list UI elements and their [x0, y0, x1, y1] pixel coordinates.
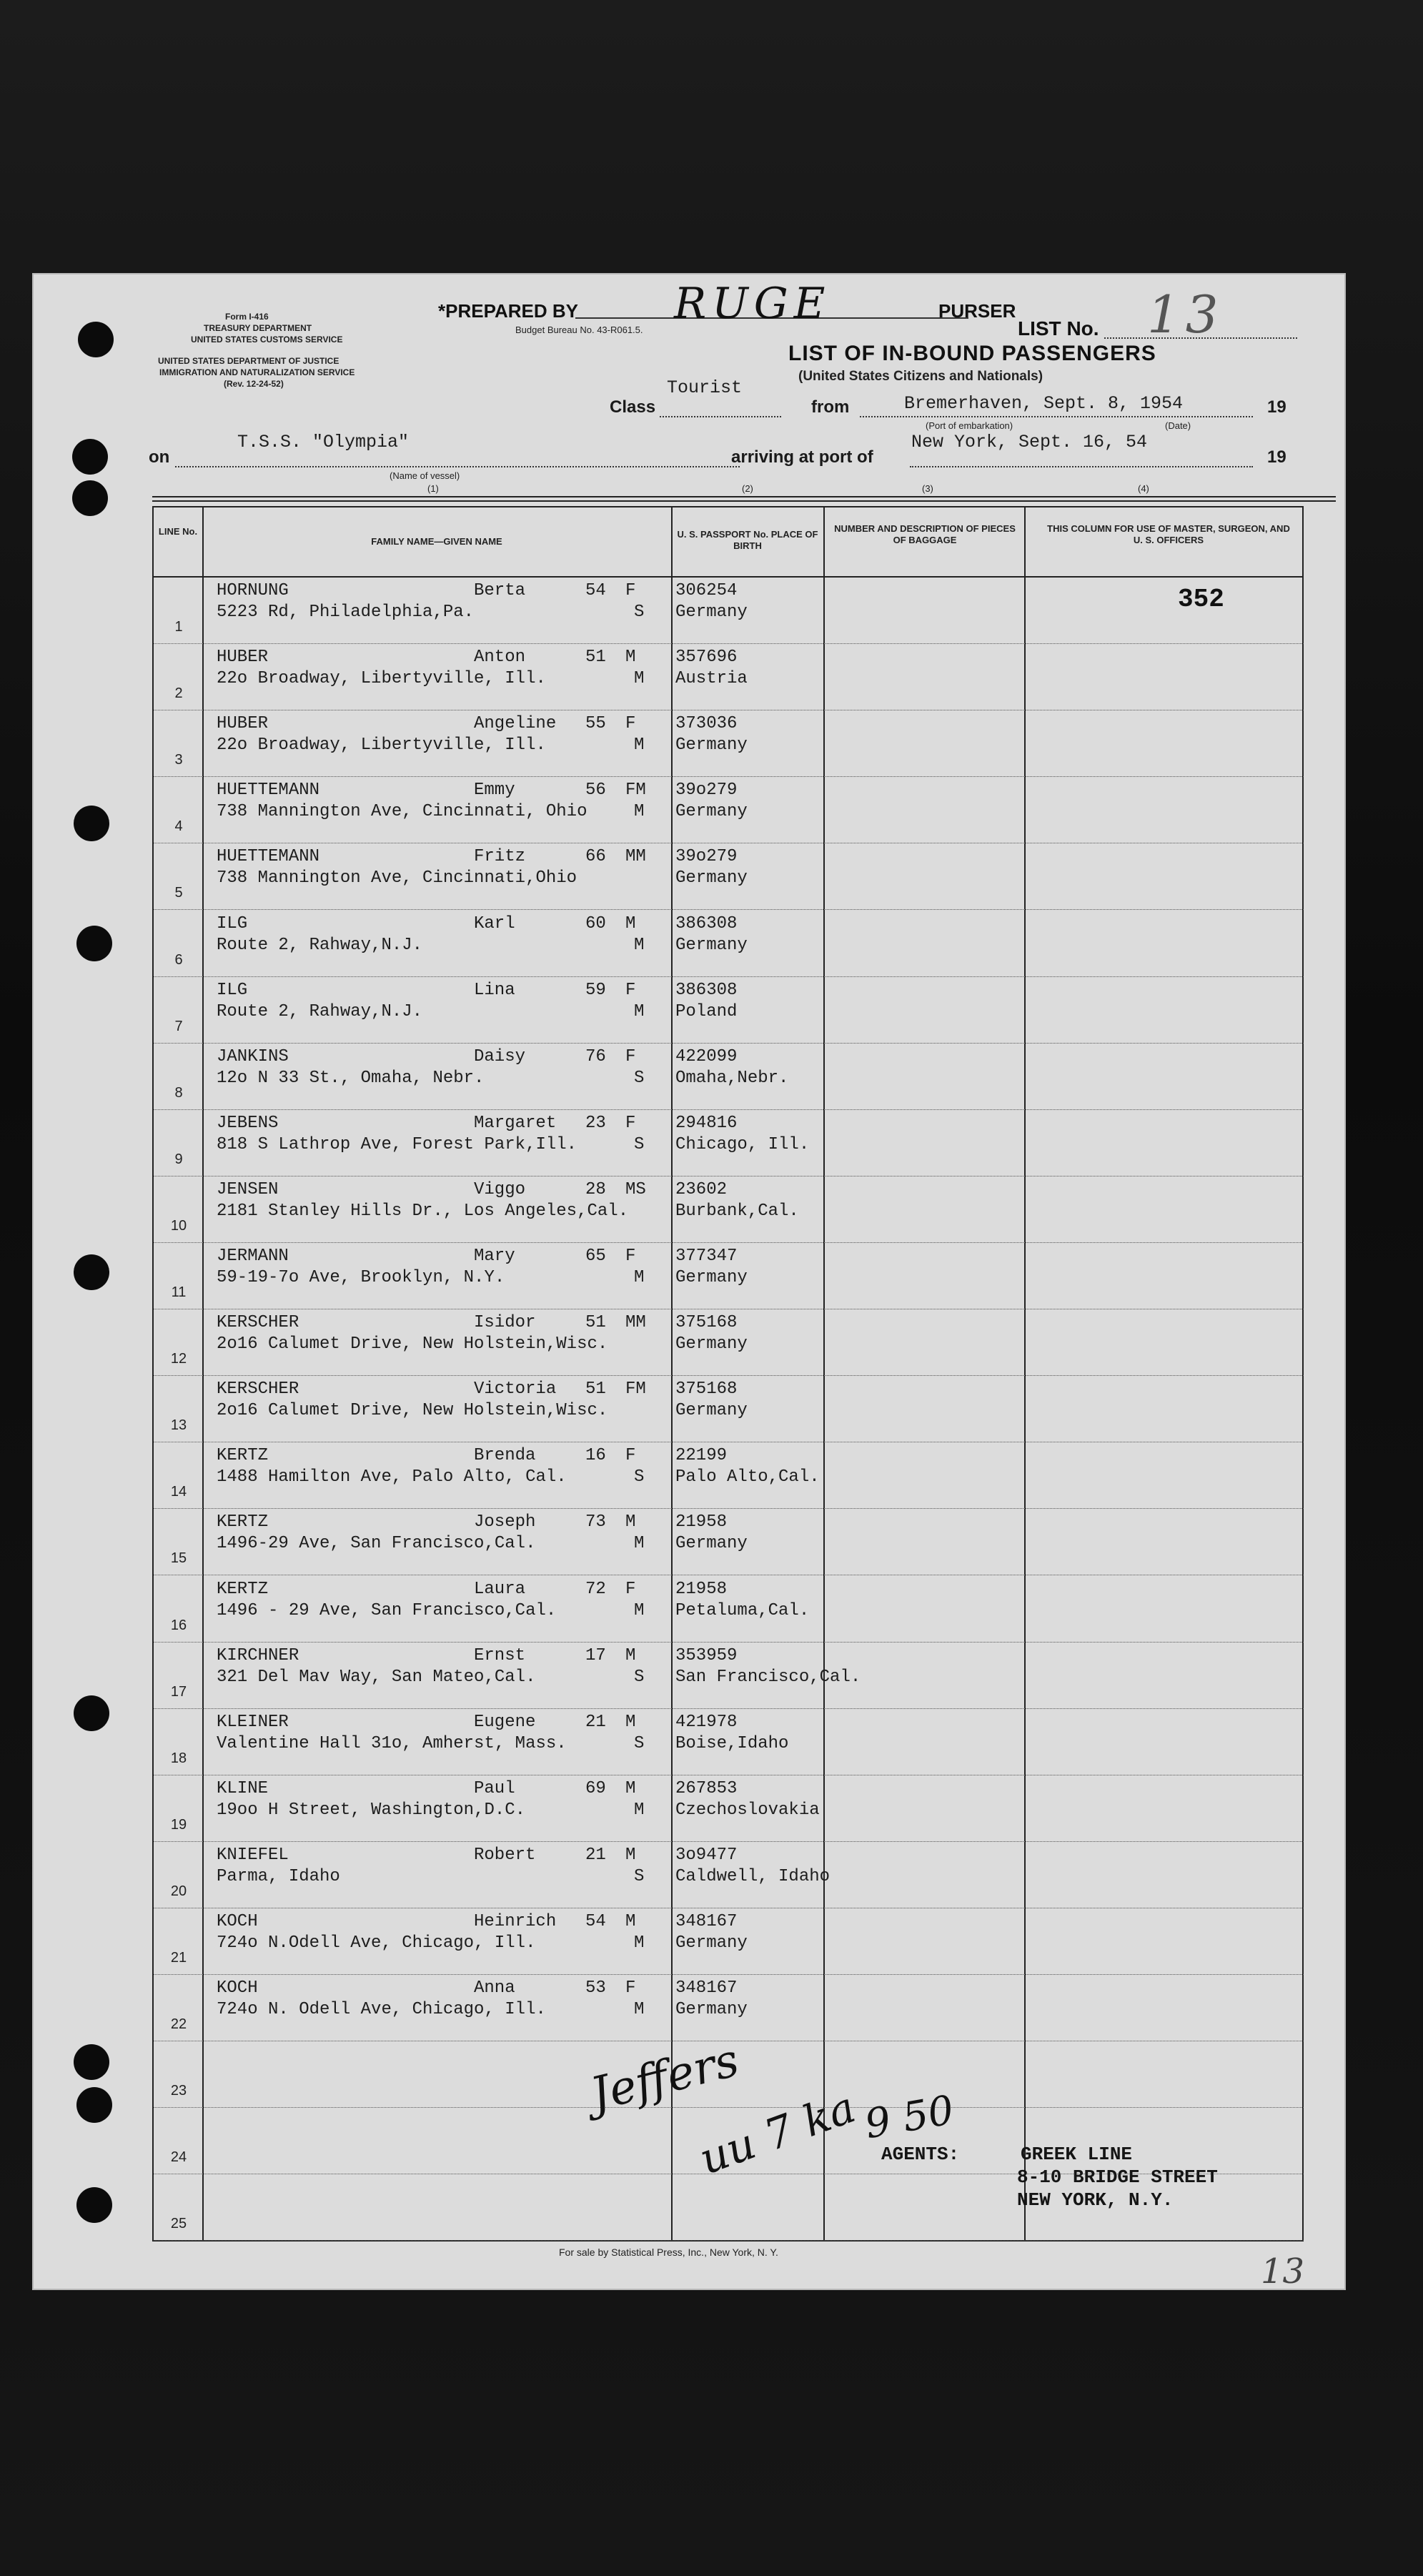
- age: 69: [585, 1778, 606, 1798]
- line-number: 13: [170, 1417, 187, 1434]
- age: 21: [585, 1845, 606, 1865]
- passport-number: 348167: [675, 1912, 738, 1931]
- family-name: KERSCHER: [217, 1313, 299, 1333]
- table-row: [154, 1376, 1304, 1442]
- passport-number: 267853: [675, 1778, 738, 1798]
- line-number: 2: [174, 685, 183, 702]
- family-name: JENSEN: [217, 1179, 279, 1199]
- header-rule: [152, 496, 1336, 502]
- line-number: 7: [174, 1018, 183, 1034]
- table-row: [154, 911, 1304, 977]
- given-name: Brenda: [474, 1446, 536, 1466]
- birthplace: Caldwell, Idaho: [675, 1866, 831, 1886]
- sex: MM: [625, 1313, 646, 1333]
- table-row: [154, 1908, 1304, 1975]
- passport-number: 377347: [675, 1247, 738, 1266]
- passport-number: 421978: [675, 1712, 738, 1732]
- marital-status: S: [634, 1667, 645, 1687]
- address: Route 2, Rahway,N.J.: [217, 1001, 423, 1021]
- vessel-caption: (Name of vessel): [390, 470, 460, 481]
- line-number: 8: [174, 1084, 183, 1101]
- table-row: [154, 977, 1304, 1044]
- punch-hole: [76, 926, 112, 961]
- passport-number: 23602: [675, 1179, 728, 1199]
- line-number: 17: [170, 1683, 187, 1700]
- passport-number: 373036: [675, 714, 738, 734]
- sex: FM: [625, 781, 646, 801]
- address: 1496-29 Ave, San Francisco,Cal.: [217, 1534, 536, 1554]
- port-embark-caption: (Port of embarkation): [926, 420, 1013, 431]
- birthplace: Palo Alto,Cal.: [675, 1467, 820, 1487]
- address: Route 2, Rahway,N.J.: [217, 935, 423, 955]
- prepared-by-label: *PREPARED BY: [438, 300, 579, 322]
- marital-status: S: [634, 1068, 645, 1088]
- given-name: Robert: [474, 1845, 536, 1865]
- address: Parma, Idaho: [217, 1866, 340, 1886]
- marital-status: M: [634, 802, 645, 822]
- family-name: KOCH: [217, 1978, 258, 1998]
- punch-hole: [74, 1695, 109, 1731]
- birthplace: Germany: [675, 802, 748, 822]
- page-subtitle: (United States Citizens and Nationals): [798, 369, 1043, 384]
- given-name: Karl: [474, 913, 515, 933]
- birthplace: Chicago, Ill.: [675, 1134, 810, 1154]
- family-name: ILG: [217, 980, 248, 1000]
- age: 59: [585, 980, 606, 1000]
- line-number: 24: [170, 2149, 187, 2166]
- col-number-3: (3): [922, 483, 933, 494]
- sex: M: [625, 1512, 636, 1532]
- customs-service: UNITED STATES CUSTOMS SERVICE: [191, 335, 343, 345]
- justice-dept: UNITED STATES DEPARTMENT OF JUSTICE: [158, 356, 339, 366]
- passport-number: 375168: [675, 1313, 738, 1333]
- address: 5223 Rd, Philadelphia,Pa.: [217, 603, 475, 622]
- class-label: Class: [610, 397, 656, 417]
- birthplace: Poland: [675, 1001, 738, 1021]
- age: 51: [585, 1313, 606, 1333]
- marital-status: M: [634, 1268, 645, 1287]
- line-number: 18: [170, 1750, 187, 1766]
- class-value: Tourist: [667, 377, 743, 398]
- marital-status: M: [634, 1933, 645, 1953]
- birthplace: Germany: [675, 735, 748, 756]
- age: 65: [585, 1247, 606, 1266]
- sex: F: [625, 1978, 636, 1998]
- line-number: 12: [170, 1351, 187, 1367]
- sex: M: [625, 1912, 636, 1931]
- passport-number: 353959: [675, 1645, 738, 1665]
- col-header-name: FAMILY NAME—GIVEN NAME: [371, 536, 502, 547]
- given-name: Daisy: [474, 1046, 526, 1066]
- age: 73: [585, 1512, 606, 1532]
- age: 51: [585, 1379, 606, 1400]
- given-name: Ernst: [474, 1645, 526, 1665]
- address: 738 Mannington Ave, Cincinnati,Ohio: [217, 868, 577, 888]
- passport-number: 422099: [675, 1046, 738, 1066]
- sex: MS: [625, 1179, 646, 1199]
- table-row: [154, 1243, 1304, 1309]
- given-name: Victoria: [474, 1379, 557, 1400]
- ins: IMMIGRATION AND NATURALIZATION SERVICE: [159, 367, 355, 377]
- from-year-label: 19: [1267, 397, 1286, 417]
- age: 60: [585, 913, 606, 933]
- given-name: Paul: [474, 1778, 515, 1798]
- line-number: 9: [174, 1151, 183, 1167]
- table-row: [154, 1842, 1304, 1908]
- passport-number: 375168: [675, 1379, 738, 1400]
- given-name: Eugene: [474, 1712, 536, 1732]
- birthplace: San Francisco,Cal.: [675, 1667, 861, 1687]
- line-number: 16: [170, 1617, 187, 1633]
- list-no-value: 13: [1147, 284, 1224, 345]
- agents-label: AGENTS:: [881, 2144, 960, 2165]
- punch-hole: [72, 439, 108, 475]
- sex: FM: [625, 1379, 646, 1400]
- arriving-underline: [910, 466, 1253, 467]
- marital-status: S: [634, 1134, 645, 1154]
- birthplace: Germany: [675, 2000, 748, 2020]
- punch-hole: [74, 2044, 109, 2080]
- arriving-value: New York, Sept. 16, 54: [911, 432, 1148, 452]
- line-number: 14: [170, 1484, 187, 1500]
- table-row: [154, 1176, 1304, 1243]
- sex: F: [625, 1046, 636, 1066]
- from-value: Bremerhaven, Sept. 8, 1954: [904, 393, 1184, 414]
- table-row: [154, 1709, 1304, 1775]
- marital-status: M: [634, 1800, 645, 1820]
- marital-status: S: [634, 603, 645, 622]
- vessel-value: T.S.S. "Olympia": [237, 432, 410, 452]
- given-name: Berta: [474, 581, 526, 600]
- age: 72: [585, 1579, 606, 1599]
- table-row: [154, 710, 1304, 777]
- given-name: Anna: [474, 1978, 515, 1998]
- age: 56: [585, 781, 606, 801]
- age: 54: [585, 1912, 606, 1931]
- revision: (Rev. 12-24-52): [224, 379, 284, 389]
- marital-status: S: [634, 1467, 645, 1487]
- sex: M: [625, 1845, 636, 1865]
- sex: F: [625, 1579, 636, 1599]
- page-title: LIST OF IN-BOUND PASSENGERS: [788, 342, 1156, 365]
- age: 28: [585, 1179, 606, 1199]
- table-row: [154, 1643, 1304, 1709]
- col-header-official: THIS COLUMN FOR USE OF MASTER, SURGEON, AND U. S. OFFICERS: [1047, 523, 1290, 545]
- passport-number: 39o279: [675, 781, 738, 801]
- sex: F: [625, 581, 636, 600]
- table-row: [154, 1309, 1304, 1376]
- given-name: Laura: [474, 1579, 526, 1599]
- birthplace: Burbank,Cal.: [675, 1201, 799, 1221]
- punch-hole: [74, 806, 109, 841]
- footer-printer: For sale by Statistical Press, Inc., New York, N. Y.: [559, 2246, 778, 2258]
- passport-number: 3o9477: [675, 1845, 738, 1865]
- list-no-label: LIST No.: [1018, 317, 1099, 340]
- family-name: KOCH: [217, 1912, 258, 1931]
- family-name: KIRCHNER: [217, 1645, 299, 1665]
- col-header-baggage: NUMBER AND DESCRIPTION OF PIECES OF BAGGAGE: [834, 523, 1016, 545]
- from-underline: [860, 416, 1253, 417]
- table-row: [154, 843, 1304, 910]
- date-caption: (Date): [1165, 420, 1191, 431]
- birthplace: Germany: [675, 1534, 748, 1554]
- birthplace: Germany: [675, 1933, 748, 1953]
- age: 21: [585, 1712, 606, 1732]
- passport-number: 294816: [675, 1113, 738, 1133]
- given-name: Isidor: [474, 1313, 536, 1333]
- col-header-passport: U. S. PASSPORT No. PLACE OF BIRTH: [677, 529, 818, 551]
- family-name: HUETTEMANN: [217, 847, 320, 867]
- family-name: KERSCHER: [217, 1379, 299, 1400]
- passport-number: 348167: [675, 1978, 738, 1998]
- line-number: 23: [170, 2083, 187, 2099]
- family-name: KLEINER: [217, 1712, 289, 1732]
- line-number: 22: [170, 2016, 187, 2033]
- birthplace: Austria: [675, 669, 748, 689]
- age: 16: [585, 1446, 606, 1466]
- marital-status: S: [634, 1866, 645, 1886]
- official-mark: 9 50: [861, 2086, 958, 2149]
- given-name: Emmy: [474, 781, 515, 801]
- birthplace: Germany: [675, 603, 748, 622]
- address: 2181 Stanley Hills Dr., Los Angeles,Cal.: [217, 1201, 629, 1221]
- sex: F: [625, 980, 636, 1000]
- from-label: from: [811, 397, 850, 417]
- age: 54: [585, 581, 606, 600]
- birthplace: Petaluma,Cal.: [675, 1600, 810, 1620]
- passport-number: 39o279: [675, 847, 738, 867]
- form-number: Form I-416: [225, 312, 269, 322]
- col-header-line-no: LINE No.: [158, 526, 198, 537]
- marital-status: S: [634, 1733, 645, 1753]
- birthplace: Omaha,Nebr.: [675, 1068, 789, 1088]
- passport-number: 386308: [675, 913, 738, 933]
- age: 55: [585, 714, 606, 734]
- address: 1496 - 29 Ave, San Francisco,Cal.: [217, 1600, 557, 1620]
- table-row: [154, 644, 1304, 710]
- passport-number: 21958: [675, 1579, 728, 1599]
- purser-label: PURSER: [938, 300, 1016, 322]
- table-row: [154, 1975, 1304, 2041]
- passport-number: 306254: [675, 581, 738, 600]
- line-number: 20: [170, 1883, 187, 1899]
- age: 17: [585, 1645, 606, 1665]
- address: 1488 Hamilton Ave, Palo Alto, Cal.: [217, 1467, 567, 1487]
- address: 2o16 Calumet Drive, New Holstein,Wisc.: [217, 1401, 608, 1421]
- line-number: 10: [170, 1217, 187, 1234]
- treasury-dept: TREASURY DEPARTMENT: [204, 323, 312, 333]
- sex: F: [625, 714, 636, 734]
- line-number: 19: [170, 1816, 187, 1833]
- marital-status: M: [634, 735, 645, 756]
- birthplace: Boise,Idaho: [675, 1733, 789, 1753]
- family-name: HUETTEMANN: [217, 781, 320, 801]
- page-number-handwritten: 13: [1261, 2251, 1305, 2292]
- birthplace: Germany: [675, 1334, 748, 1354]
- given-name: Angeline: [474, 714, 557, 734]
- family-name: HUBER: [217, 648, 269, 668]
- marital-status: M: [634, 935, 645, 955]
- address: 724o N. Odell Ave, Chicago, Ill.: [217, 2000, 546, 2020]
- family-name: JERMANN: [217, 1247, 289, 1266]
- family-name: ILG: [217, 913, 248, 933]
- given-name: Joseph: [474, 1512, 536, 1532]
- given-name: Heinrich: [474, 1912, 557, 1931]
- line-number: 25: [170, 2216, 187, 2232]
- address: 738 Mannington Ave, Cincinnati, Ohio: [217, 802, 587, 822]
- table-row: [154, 1576, 1304, 1643]
- age: 66: [585, 847, 606, 867]
- address: Valentine Hall 31o, Amherst, Mass.: [217, 1733, 567, 1753]
- marital-status: M: [634, 1600, 645, 1620]
- sex: M: [625, 648, 636, 668]
- sex: M: [625, 1778, 636, 1798]
- line-number: 6: [174, 951, 183, 968]
- sex: F: [625, 1247, 636, 1266]
- birthplace: Germany: [675, 1268, 748, 1287]
- passport-number: 357696: [675, 648, 738, 668]
- family-name: JEBENS: [217, 1113, 279, 1133]
- official-signature: Jeffers: [585, 2033, 745, 2122]
- punch-hole: [76, 2187, 112, 2223]
- family-name: HORNUNG: [217, 581, 289, 600]
- family-name: HUBER: [217, 714, 269, 734]
- given-name: Lina: [474, 980, 515, 1000]
- sex: F: [625, 1113, 636, 1133]
- passport-number: 22199: [675, 1446, 728, 1466]
- punch-hole: [74, 1254, 109, 1290]
- line-number: 4: [174, 818, 183, 835]
- line-number: 15: [170, 1550, 187, 1567]
- arriving-label: arriving at port of: [731, 447, 873, 467]
- table-row: [154, 1442, 1304, 1509]
- address: 818 S Lathrop Ave, Forest Park,Ill.: [217, 1134, 577, 1154]
- marital-status: M: [634, 2000, 645, 2020]
- line-number: 11: [171, 1284, 187, 1300]
- vessel-underline: [175, 466, 740, 467]
- table-row: [154, 1775, 1304, 1842]
- official-initials: uu 7 ka: [693, 2082, 862, 2185]
- table-row: [154, 1044, 1304, 1110]
- line-number: 21: [170, 1950, 187, 1966]
- address: 724o N.Odell Ave, Chicago, Ill.: [217, 1933, 536, 1953]
- punch-hole: [72, 480, 108, 516]
- arriving-year-label: 19: [1267, 447, 1286, 467]
- passenger-table: [152, 506, 1304, 2241]
- family-name: KNIEFEL: [217, 1845, 289, 1865]
- sex: M: [625, 913, 636, 933]
- age: 76: [585, 1046, 606, 1066]
- class-underline: [660, 416, 781, 417]
- sex: M: [625, 1712, 636, 1732]
- birthplace: Czechoslovakia: [675, 1800, 820, 1820]
- birthplace: Germany: [675, 868, 748, 888]
- given-name: Margaret: [474, 1113, 557, 1133]
- budget-bureau: Budget Bureau No. 43-R061.5.: [515, 325, 643, 335]
- prepared-by-signature: RUGE: [674, 279, 831, 329]
- address: 59-19-7o Ave, Brooklyn, N.Y.: [217, 1268, 505, 1287]
- address: 12o N 33 St., Omaha, Nebr.: [217, 1068, 485, 1088]
- table-row: [154, 578, 1304, 644]
- age: 53: [585, 1978, 606, 1998]
- line-number: 5: [174, 885, 183, 901]
- address: 321 Del Mav Way, San Mateo,Cal.: [217, 1667, 536, 1687]
- official-note: 352: [1178, 585, 1224, 614]
- table-row: [154, 777, 1304, 843]
- given-name: Fritz: [474, 847, 526, 867]
- passport-number: 21958: [675, 1512, 728, 1532]
- sex: MM: [625, 847, 646, 867]
- given-name: Mary: [474, 1247, 515, 1266]
- address: 22o Broadway, Libertyville, Ill.: [217, 669, 546, 689]
- family-name: KERTZ: [217, 1446, 269, 1466]
- col-number-1: (1): [427, 483, 439, 494]
- sex: F: [625, 1446, 636, 1466]
- agents-line-1: GREEK LINE: [1021, 2144, 1133, 2165]
- family-name: KERTZ: [217, 1512, 269, 1532]
- marital-status: M: [634, 669, 645, 689]
- col-number-4: (4): [1138, 483, 1149, 494]
- age: 51: [585, 648, 606, 668]
- family-name: JANKINS: [217, 1046, 289, 1066]
- agents-line-3: NEW YORK, N.Y.: [1017, 2189, 1174, 2211]
- agents-line-2: 8-10 BRIDGE STREET: [1017, 2166, 1218, 2188]
- table-row: [154, 1509, 1304, 1575]
- age: 23: [585, 1113, 606, 1133]
- family-name: KLINE: [217, 1778, 269, 1798]
- address: 22o Broadway, Libertyville, Ill.: [217, 735, 546, 756]
- table-row: [154, 1110, 1304, 1176]
- given-name: Anton: [474, 648, 526, 668]
- col-number-2: (2): [742, 483, 753, 494]
- family-name: KERTZ: [217, 1579, 269, 1599]
- line-number: 1: [174, 619, 183, 635]
- given-name: Viggo: [474, 1179, 526, 1199]
- marital-status: M: [634, 1001, 645, 1021]
- passport-number: 386308: [675, 980, 738, 1000]
- address: 19oo H Street, Washington,D.C.: [217, 1800, 526, 1820]
- punch-hole: [78, 322, 114, 357]
- birthplace: Germany: [675, 935, 748, 955]
- address: 2o16 Calumet Drive, New Holstein,Wisc.: [217, 1334, 608, 1354]
- on-label: on: [149, 447, 170, 467]
- marital-status: M: [634, 1534, 645, 1554]
- sex: M: [625, 1645, 636, 1665]
- line-number: 3: [174, 752, 183, 768]
- punch-hole: [76, 2087, 112, 2123]
- birthplace: Germany: [675, 1401, 748, 1421]
